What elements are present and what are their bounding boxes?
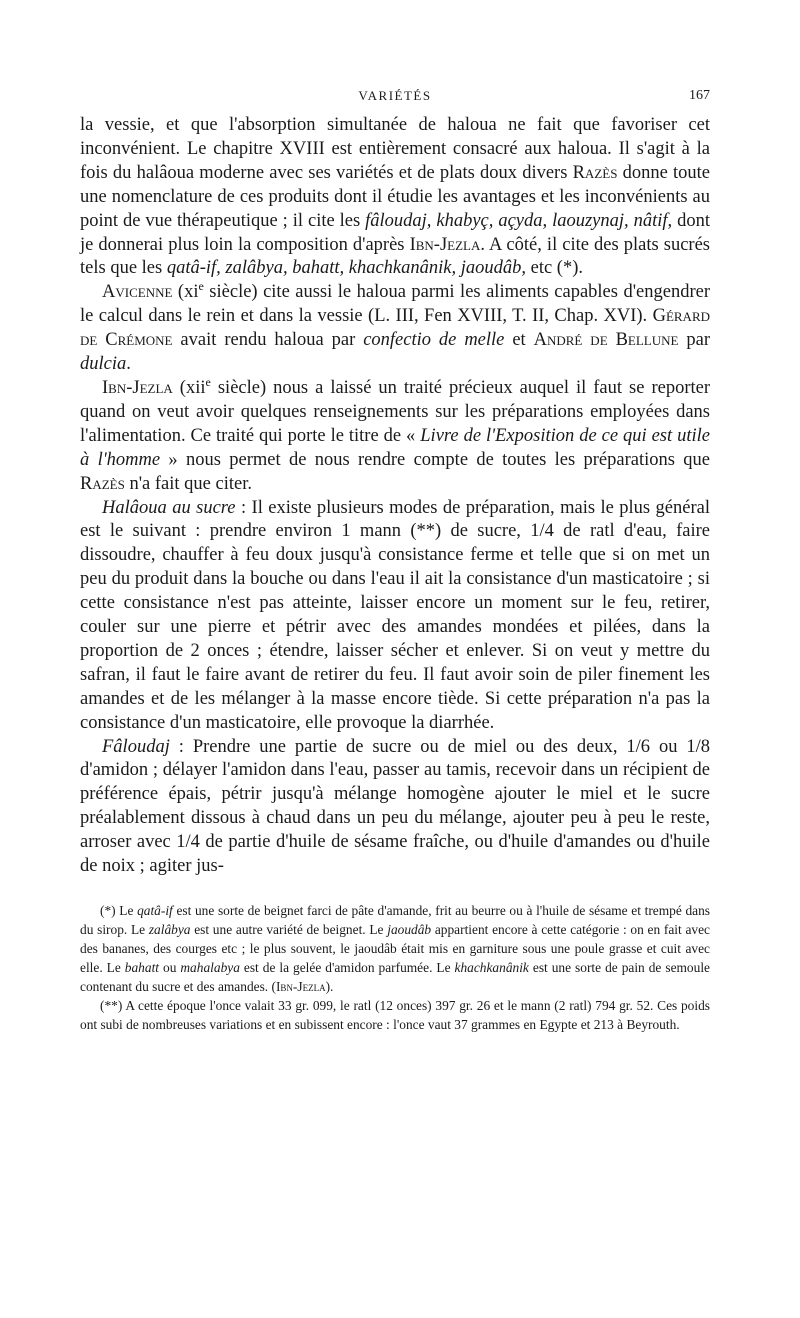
page-number: 167 [689,88,710,103]
paragraph-haloua-chapter: la vessie, et que l'absorption simultanée de haloua ne fait que favoriser cet inconvénient. Le chapitre XVIII est entièrement consacré aux haloua. Il s'agit à la fois du halâoua moderne avec ses variétés et de plats doux divers Razès donne toute une nomenclature de ces produits dont il étudie les avantages et les inconvénients au point de vue thérapeutique ; il cite les fâloudaj, khabyç, açyda, laouzynaj, nâtif, dont je donnerai plus loin la composition d'après Ibn-Jezla. A côté, il cite des plats sucrés tels que les qatâ-if, zalâbya, bahatt, khachkanânik, jaoudâb, etc (*). [80,115,710,279]
paragraph-avicenne: Avicenne ($xi^e$ siècle) cite aussi le haloua parmi les aliments capables d'engendrer le calcul dans le rein et dans la vessie (L. III, Fen XVIII, T. II, Chap. XVI). Gérard de Crémone avait rendu haloua par confectio de melle et André de Bellune par dulcia. [80,279,711,375]
paragraph-ibn-jezla: Ibn-Jezla (xii$^e$ siècle) nous a laissé un traité précieux auquel il faut se reporter quand on veut avoir quelques renseignements sur les préparations employées dans l'alimentation. Ce traité qui porte le titre de « Livre de l'Exposition de ce qui est utile à l'homme » nous permet de nous rendre compte de toutes les préparations que Razès n'a fait que citer. [80,374,710,494]
footnote-2: (**) A cette époque l'once valait 33 gr. 099, le ratl (12 onces) 397 gr. 26 et le mann (2 ratl) 794 gr. 52. Ces poids ont subi de nombreuses variations et en subissent encore : l'once vaut 37 grammes en Egypte et 213 à Beyrouth. [80,998,710,1032]
running-title: VARIÉTÉS [358,88,432,103]
footnotes [80,901,710,1034]
paragraph-faloudaj: Fâloudaj : Prendre une partie de sucre ou de miel ou des deux, 1/6 ou 1/8 d'amidon ; délayer l'amidon dans l'eau, passer au tamis, recevoir dans un récipient de préférence épais, pétrir jusqu'à mélange homogène ajouter le miel et le sucre préalablement dissous à chaud dans un peu du mélange, ajouter peu à peu le reste, arroser avec 1/4 de partie d'huile de sésame fraîche, ou d'huile d'amandes ou d'huile de noix ; agiter jus- [80,736,710,877]
running-header [80,88,710,114]
paragraph-haloua-au-sucre: Halâoua au sucre : Il existe plusieurs modes de préparation, mais le plus général est le suivant : prendre environ 1 mann (**) de sucre, 1/4 de ratl d'eau, faire dissoudre, chauffer à feu doux jusqu'à consistance ferme et telle que si on met un peu du produit dans la bouche ou dans l'eau il ait la consistance d'un masticatoire ; si cette consistance n'est pas atteinte, laisser encore un moment sur le feu, retirer, couler sur une pierre et pétrir avec des amandes mondées et pilées, dans la proportion de 2 onces ; étendre, laisser sécher et enlever. Si on veut y mettre du safran, il faut le faire avant de retirer du feu. Il faut avoir soin de piler finement les amandes et de les mélanger à la masse encore tiède. Si cette préparation n'a pas la consistance d'un masticatoire, elle provoque la diarrhée. [80,497,710,733]
footnote-1: (*) Le qatâ-if est une sorte de beignet farci de pâte d'amande, frit au beurre ou à l'huile de sésame et trempé dans du sirop. Le zalâbya est une autre variété de beignet. Le jaoudâb appartient encore à cette catégorie : on en fait avec des bananes, des courges etc ; le plus souvent, le jaoudâb était mis en garniture sous une poule grasse et cuit avec elle. Le bahatt ou mahalabya est de la gelée d'amidon parfumée. Le khachkanânik est une sorte de pain de semoule contenant du sucre et des amandes. (Ibn-Jezla). [80,903,711,994]
main-text [80,114,710,879]
book-page [80,88,710,1034]
